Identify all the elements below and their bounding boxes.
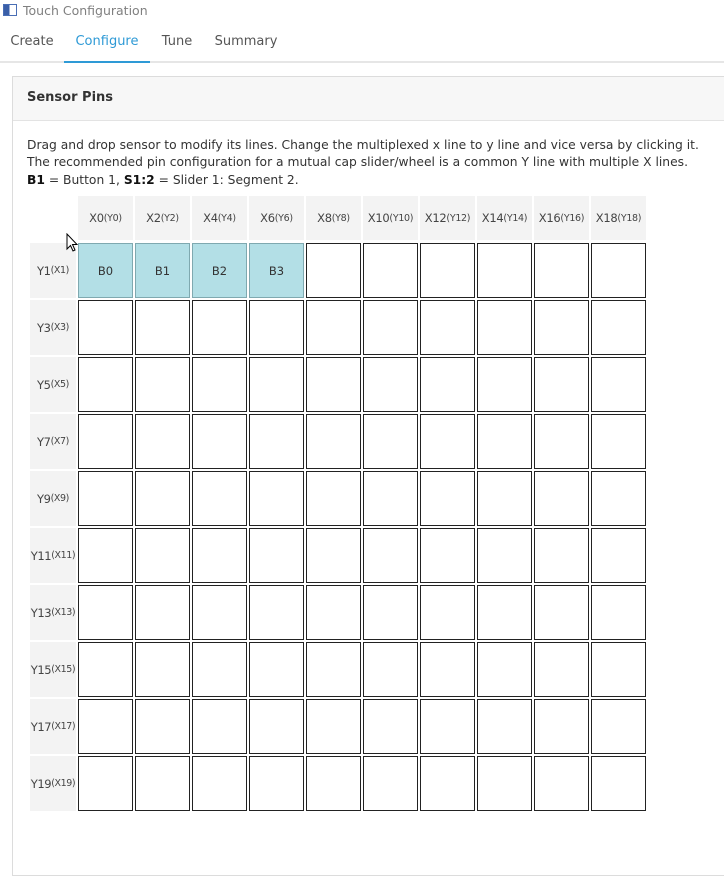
legend-line	[27, 172, 699, 189]
column-header	[591, 196, 646, 240]
column-header	[420, 196, 475, 240]
sensor-label: B3	[268, 263, 285, 278]
empty-pin-cell[interactable]	[135, 414, 190, 469]
empty-pin-cell[interactable]	[420, 699, 475, 754]
empty-pin-cell[interactable]	[363, 243, 418, 298]
legend-s12-text: = Slider 1: Segment 2.	[154, 172, 299, 187]
empty-pin-cell[interactable]	[534, 300, 589, 355]
empty-pin-cell[interactable]	[135, 756, 190, 811]
row-header-main: Y17	[30, 719, 52, 734]
empty-pin-cell[interactable]	[78, 699, 133, 754]
empty-pin-cell[interactable]	[249, 756, 304, 811]
column-header-sub: (Y2)	[160, 212, 179, 224]
empty-pin-cell[interactable]	[363, 471, 418, 526]
row-header-sub: (X19)	[51, 778, 76, 789]
empty-pin-cell[interactable]	[192, 642, 247, 697]
column-header-main: X6	[260, 211, 275, 225]
empty-pin-cell[interactable]	[78, 414, 133, 469]
empty-pin-cell[interactable]	[135, 300, 190, 355]
row-header-sub: (X11)	[51, 550, 76, 561]
sensor-label: B2	[211, 263, 228, 278]
sensor-label: B0	[97, 263, 114, 278]
empty-pin-cell[interactable]	[477, 756, 532, 811]
empty-pin-cell[interactable]	[477, 528, 532, 583]
empty-pin-cell[interactable]	[591, 699, 646, 754]
empty-pin-cell[interactable]	[135, 528, 190, 583]
empty-pin-cell[interactable]	[591, 357, 646, 412]
sensor-cell[interactable]	[135, 243, 190, 298]
empty-pin-cell[interactable]	[363, 414, 418, 469]
row-header	[30, 471, 76, 526]
empty-pin-cell[interactable]	[249, 357, 304, 412]
empty-pin-cell[interactable]	[534, 642, 589, 697]
column-header-main: X14	[481, 211, 504, 225]
tab-tune[interactable]: Tune	[161, 34, 193, 49]
empty-pin-cell[interactable]	[420, 357, 475, 412]
empty-pin-cell[interactable]	[534, 243, 589, 298]
column-header	[192, 196, 247, 240]
empty-pin-cell[interactable]	[192, 528, 247, 583]
column-header	[135, 196, 190, 240]
empty-pin-cell[interactable]	[477, 414, 532, 469]
row-header	[30, 528, 76, 583]
empty-pin-cell[interactable]	[477, 585, 532, 640]
empty-pin-cell[interactable]	[306, 300, 361, 355]
empty-pin-cell[interactable]	[78, 357, 133, 412]
row-header-main: Y5	[37, 377, 51, 392]
legend-b1-text: = Button 1,	[44, 172, 124, 187]
row-header-main: Y1	[37, 263, 51, 278]
row-header-main: Y7	[37, 434, 51, 449]
sensor-cell[interactable]	[192, 243, 247, 298]
empty-pin-cell[interactable]	[135, 699, 190, 754]
empty-pin-cell[interactable]	[249, 699, 304, 754]
column-header-main: X18	[595, 211, 618, 225]
row-header	[30, 699, 76, 754]
empty-pin-cell[interactable]	[78, 756, 133, 811]
column-header	[477, 196, 532, 240]
empty-pin-cell[interactable]	[363, 357, 418, 412]
empty-pin-cell[interactable]	[534, 528, 589, 583]
empty-pin-cell[interactable]	[306, 528, 361, 583]
empty-pin-cell[interactable]	[420, 756, 475, 811]
empty-pin-cell[interactable]	[420, 300, 475, 355]
empty-pin-cell[interactable]	[591, 414, 646, 469]
empty-pin-cell[interactable]	[249, 642, 304, 697]
row-header-sub: (X9)	[50, 493, 69, 504]
row-header	[30, 300, 76, 355]
column-header-sub: (Y0)	[103, 212, 122, 224]
empty-pin-cell[interactable]	[78, 585, 133, 640]
empty-pin-cell[interactable]	[306, 756, 361, 811]
empty-pin-cell[interactable]	[363, 642, 418, 697]
empty-pin-cell[interactable]	[363, 585, 418, 640]
empty-pin-cell[interactable]	[534, 414, 589, 469]
empty-pin-cell[interactable]	[306, 414, 361, 469]
empty-pin-cell[interactable]	[363, 528, 418, 583]
row-header	[30, 642, 76, 697]
column-header-main: X10	[367, 211, 390, 225]
empty-pin-cell[interactable]	[420, 528, 475, 583]
empty-pin-cell[interactable]	[477, 243, 532, 298]
column-header-sub: (Y14)	[503, 212, 528, 224]
column-header-main: X8	[317, 211, 332, 225]
row-header-main: Y15	[30, 662, 52, 677]
empty-pin-cell[interactable]	[192, 414, 247, 469]
column-header-sub: (Y8)	[331, 212, 350, 224]
empty-pin-cell[interactable]	[78, 528, 133, 583]
column-header-main: X12	[424, 211, 447, 225]
empty-pin-cell[interactable]	[534, 357, 589, 412]
row-header	[30, 357, 76, 412]
empty-pin-cell[interactable]	[591, 585, 646, 640]
window-title-bar	[0, 0, 148, 20]
column-header-sub: (Y4)	[217, 212, 236, 224]
empty-pin-cell[interactable]	[420, 243, 475, 298]
empty-pin-cell[interactable]	[591, 300, 646, 355]
empty-pin-cell[interactable]	[249, 471, 304, 526]
empty-pin-cell[interactable]	[249, 300, 304, 355]
empty-pin-cell[interactable]	[534, 699, 589, 754]
empty-pin-cell[interactable]	[534, 585, 589, 640]
empty-pin-cell[interactable]	[363, 699, 418, 754]
empty-pin-cell[interactable]	[306, 585, 361, 640]
column-header-sub: (Y6)	[274, 212, 293, 224]
row-header-sub: (X3)	[50, 322, 69, 333]
tab-summary[interactable]: Summary	[214, 34, 278, 49]
empty-pin-cell[interactable]	[477, 642, 532, 697]
empty-pin-cell[interactable]	[306, 357, 361, 412]
row-header-sub: (X13)	[51, 607, 76, 618]
column-header-main: X16	[538, 211, 561, 225]
tab-create[interactable]: Create	[10, 34, 54, 49]
empty-pin-cell[interactable]	[477, 357, 532, 412]
empty-pin-cell[interactable]	[420, 414, 475, 469]
row-header	[30, 585, 76, 640]
column-header	[363, 196, 418, 240]
column-header-main: X4	[203, 211, 218, 225]
column-header-sub: (Y12)	[446, 212, 471, 224]
empty-pin-cell[interactable]	[78, 642, 133, 697]
empty-pin-cell[interactable]	[192, 756, 247, 811]
column-header-sub: (Y18)	[617, 212, 642, 224]
empty-pin-cell[interactable]	[306, 699, 361, 754]
instruction-line-2: The recommended pin configuration for a mutual cap slider/wheel is a common Y line with multiple X lines.	[27, 155, 688, 170]
sensor-cell[interactable]	[78, 243, 133, 298]
tab-configure[interactable]: Configure	[64, 22, 150, 63]
instructions	[27, 137, 699, 189]
sensor-cell[interactable]	[249, 243, 304, 298]
row-header-sub: (X15)	[51, 664, 76, 675]
empty-pin-cell[interactable]	[591, 471, 646, 526]
empty-pin-cell[interactable]	[78, 471, 133, 526]
empty-pin-cell[interactable]	[306, 642, 361, 697]
empty-pin-cell[interactable]	[477, 300, 532, 355]
sensor-label: B1	[154, 263, 171, 278]
row-header-sub: (X17)	[51, 721, 76, 732]
instruction-line-1: Drag and drop sensor to modify its lines. Change the multiplexed x line to y line and vice versa by clicking it.	[27, 138, 699, 152]
panel-title: Sensor Pins	[13, 77, 724, 121]
empty-pin-cell[interactable]	[306, 471, 361, 526]
column-header	[78, 196, 133, 240]
empty-pin-cell[interactable]	[135, 357, 190, 412]
row-header-main: Y13	[30, 605, 52, 620]
empty-pin-cell[interactable]	[591, 528, 646, 583]
empty-pin-cell[interactable]	[363, 300, 418, 355]
row-header-main: Y19	[30, 776, 52, 791]
row-header-sub: (X5)	[50, 379, 69, 390]
row-header-main: Y11	[30, 548, 52, 563]
row-header-sub: (X7)	[50, 436, 69, 447]
row-header	[30, 756, 76, 811]
empty-pin-cell[interactable]	[249, 585, 304, 640]
empty-pin-cell[interactable]	[192, 300, 247, 355]
tab-bar	[0, 22, 724, 63]
empty-pin-cell[interactable]	[477, 471, 532, 526]
row-header	[30, 414, 76, 469]
column-header-sub: (Y16)	[560, 212, 585, 224]
empty-pin-cell[interactable]	[534, 471, 589, 526]
row-header-sub: (X1)	[50, 265, 69, 276]
empty-pin-cell[interactable]	[591, 642, 646, 697]
empty-pin-cell[interactable]	[591, 243, 646, 298]
mouse-cursor-icon	[66, 233, 80, 253]
empty-pin-cell[interactable]	[591, 756, 646, 811]
empty-pin-cell[interactable]	[135, 585, 190, 640]
empty-pin-cell[interactable]	[306, 243, 361, 298]
empty-pin-cell[interactable]	[420, 585, 475, 640]
empty-pin-cell[interactable]	[477, 699, 532, 754]
column-header-main: X0	[89, 211, 104, 225]
empty-pin-cell[interactable]	[420, 471, 475, 526]
legend-s12-key: S1:2	[123, 172, 155, 187]
column-header-sub: (Y10)	[389, 212, 414, 224]
empty-pin-cell[interactable]	[534, 756, 589, 811]
empty-pin-cell[interactable]	[135, 471, 190, 526]
empty-pin-cell[interactable]	[420, 642, 475, 697]
row-header-main: Y9	[37, 491, 51, 506]
column-header-main: X2	[146, 211, 161, 225]
empty-pin-cell[interactable]	[249, 414, 304, 469]
empty-pin-cell[interactable]	[192, 585, 247, 640]
empty-pin-cell[interactable]	[135, 642, 190, 697]
empty-pin-cell[interactable]	[249, 528, 304, 583]
legend-b1-key: B1	[27, 172, 45, 187]
empty-pin-cell[interactable]	[192, 699, 247, 754]
empty-pin-cell[interactable]	[363, 756, 418, 811]
empty-pin-cell[interactable]	[192, 357, 247, 412]
column-header	[534, 196, 589, 240]
window-title: Touch Configuration	[23, 2, 148, 18]
empty-pin-cell[interactable]	[78, 300, 133, 355]
column-header	[306, 196, 361, 240]
row-header-main: Y3	[37, 320, 51, 335]
column-header	[249, 196, 304, 240]
app-icon	[3, 4, 17, 16]
empty-pin-cell[interactable]	[192, 471, 247, 526]
